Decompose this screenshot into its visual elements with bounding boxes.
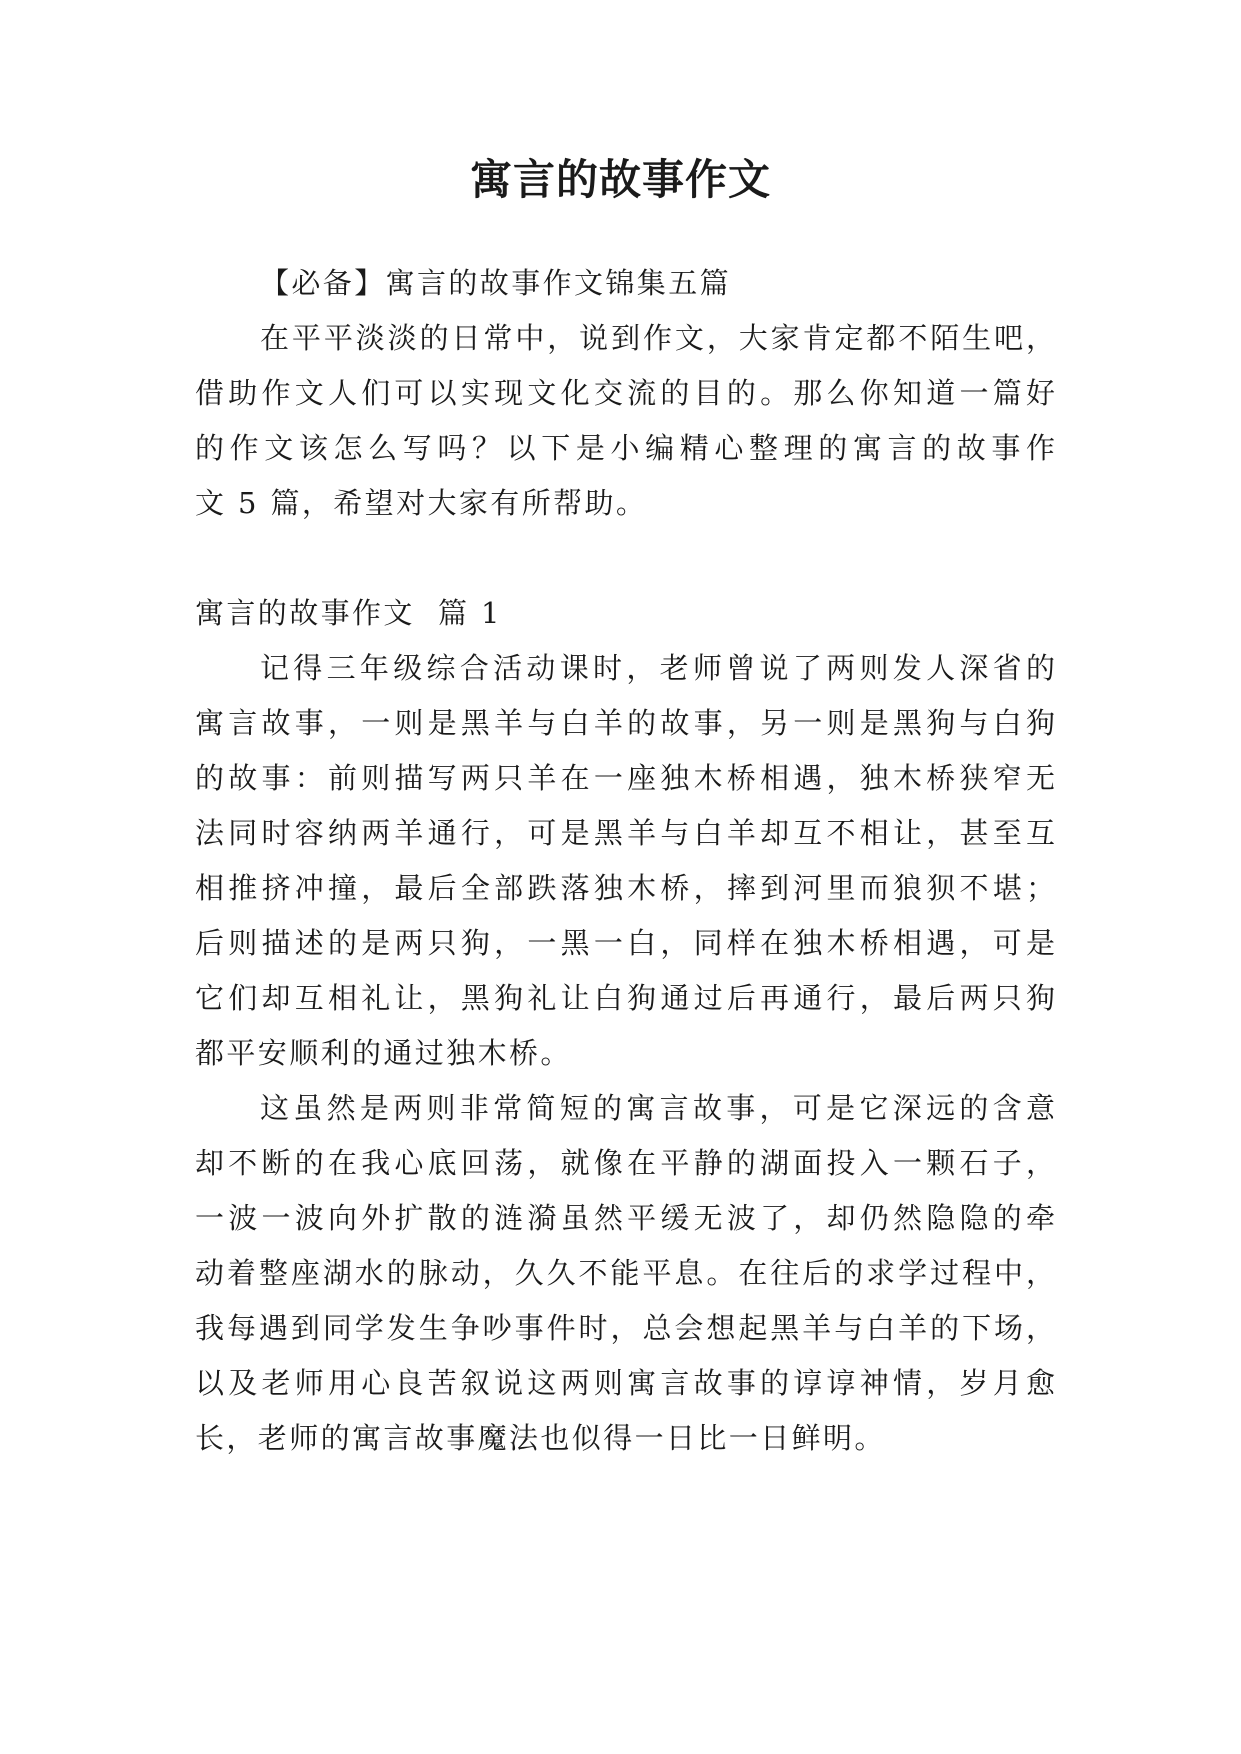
- paragraph-line: 一波一波向外扩散的涟漪虽然平缓无波了，却仍然隐隐的牵: [195, 1201, 1055, 1235]
- section-heading: 寓言的故事作文 篇 1: [195, 596, 502, 630]
- intro-line: 的作文该怎么写吗？以下是小编精心整理的寓言的故事作: [195, 431, 1055, 465]
- paragraph-line: 长，老师的寓言故事魔法也似得一日比一日鲜明。: [195, 1421, 886, 1455]
- intro-line: 在平平淡淡的日常中，说到作文，大家肯定都不陌生吧，: [260, 321, 1055, 355]
- paragraph-line: 动着整座湖水的脉动，久久不能平息。在往后的求学过程中，: [195, 1256, 1055, 1290]
- intro-heading: 【必备】寓言的故事作文锦集五篇: [260, 266, 732, 300]
- paragraph-line: 的故事：前则描写两只羊在一座独木桥相遇，独木桥狭窄无: [195, 761, 1055, 795]
- paragraph-line: 它们却互相礼让，黑狗礼让白狗通过后再通行，最后两只狗: [195, 981, 1055, 1015]
- paragraph-line: 相推挤冲撞，最后全部跌落独木桥，摔到河里而狼狈不堪；: [195, 871, 1055, 905]
- paragraph-line: 都平安顺利的通过独木桥。: [195, 1036, 572, 1070]
- paragraph-line: 记得三年级综合活动课时，老师曾说了两则发人深省的: [260, 651, 1055, 685]
- intro-line: 文 5 篇，希望对大家有所帮助。: [195, 486, 648, 520]
- paragraph-line: 却不断的在我心底回荡，就像在平静的湖面投入一颗石子，: [195, 1146, 1055, 1180]
- paragraph-line: 这虽然是两则非常简短的寓言故事，可是它深远的含意: [260, 1091, 1055, 1125]
- paragraph-line: 寓言故事，一则是黑羊与白羊的故事，另一则是黑狗与白狗: [195, 706, 1055, 740]
- paragraph-line: 后则描述的是两只狗，一黑一白，同样在独木桥相遇，可是: [195, 926, 1055, 960]
- intro-line: 借助作文人们可以实现文化交流的目的。那么你知道一篇好: [195, 376, 1055, 410]
- document-title: 寓言的故事作文: [469, 155, 771, 204]
- paragraph-line: 法同时容纳两羊通行，可是黑羊与白羊却互不相让，甚至互: [195, 816, 1055, 850]
- paragraph-line: 我每遇到同学发生争吵事件时，总会想起黑羊与白羊的下场，: [195, 1311, 1055, 1345]
- paragraph-line: 以及老师用心良苦叙说这两则寓言故事的谆谆神情，岁月愈: [195, 1366, 1055, 1400]
